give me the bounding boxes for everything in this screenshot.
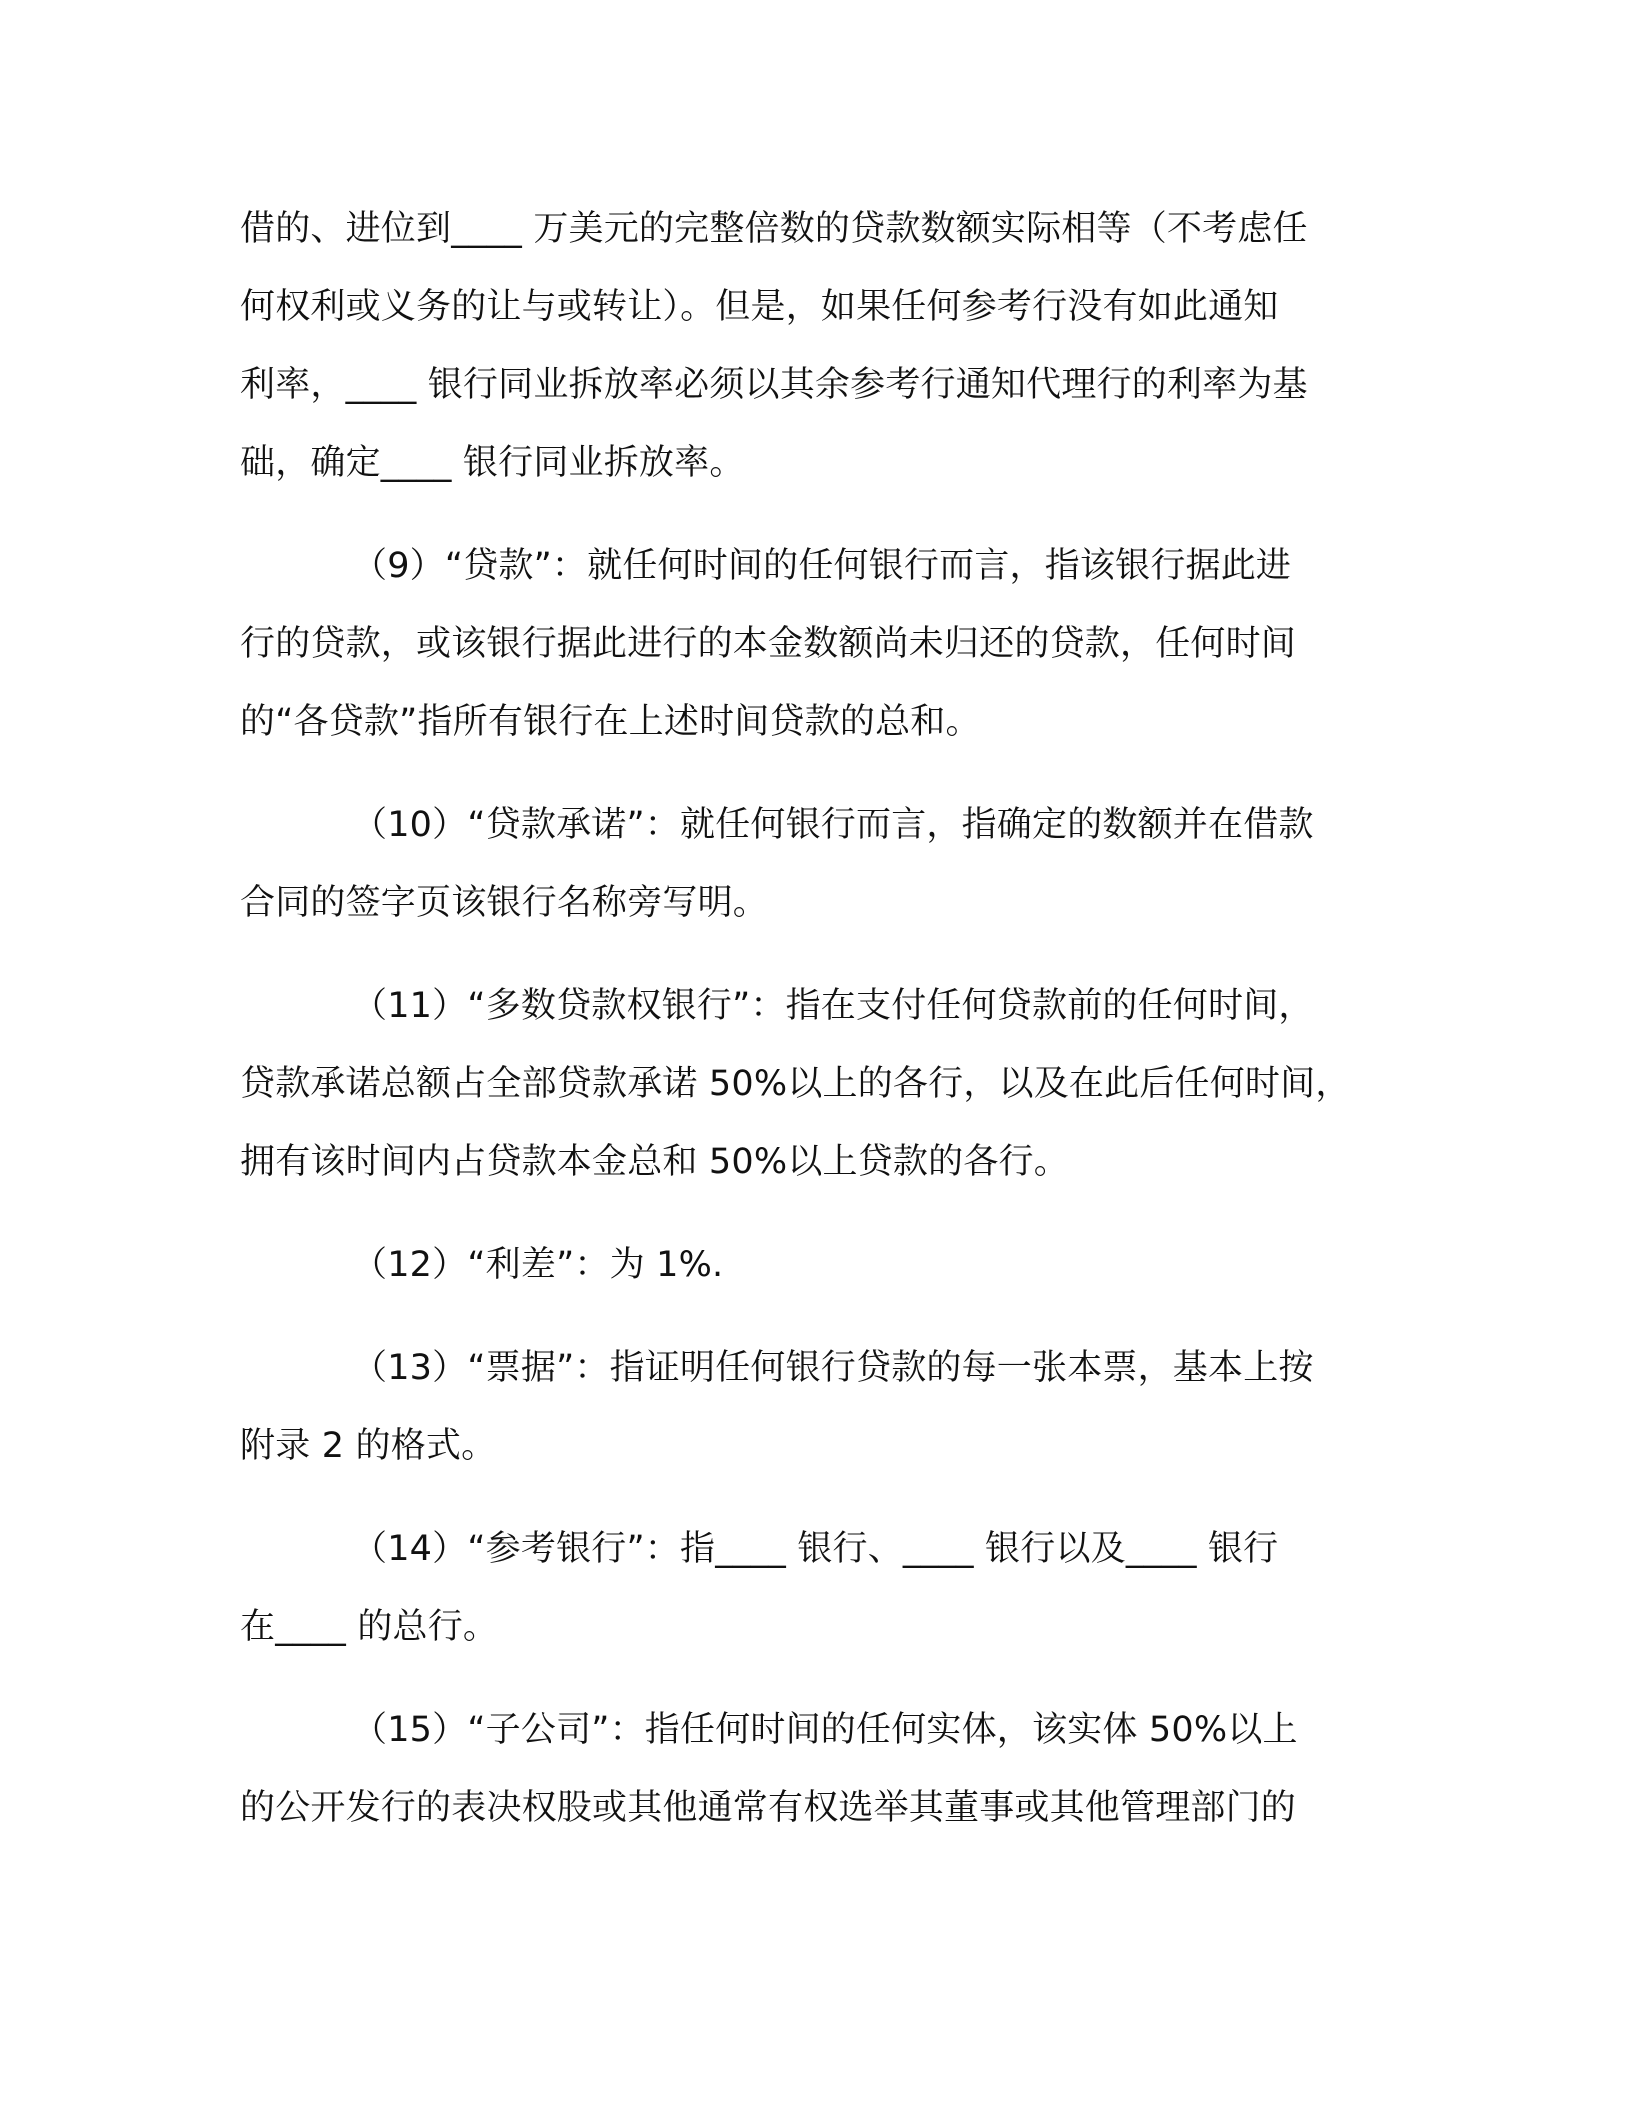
clause-heading-line: （10）“贷款承诺”：就任何银行而言，指确定的数额并在借款 — [352, 805, 1314, 845]
clause-14 — [240, 1510, 1400, 1666]
paragraph-line: 借的、进位到____ 万美元的完整倍数的贷款数额实际相等（不考虑任 — [240, 209, 1308, 249]
clause-heading-line: （13）“票据”：指证明任何银行贷款的每一张本票，基本上按 — [352, 1348, 1314, 1388]
paragraph-line: 拥有该时间内占贷款本金总和 50%以上贷款的各行。 — [240, 1142, 1069, 1182]
clause-10 — [240, 786, 1400, 942]
paragraph-spacer — [240, 1304, 1400, 1329]
continuation-paragraph — [240, 190, 1400, 502]
paragraph-line: 行的贷款，或该银行据此进行的本金数额尚未归还的贷款，任何时间 — [240, 624, 1297, 664]
paragraph-spacer — [240, 761, 1400, 786]
clause-9 — [240, 527, 1400, 761]
document-body — [240, 190, 1400, 1847]
clause-12 — [240, 1226, 1400, 1304]
clause-heading-line: （12）“利差”：为 1%. — [352, 1245, 724, 1285]
paragraph-line: 利率，____ 银行同业拆放率必须以其余参考行通知代理行的利率为基 — [240, 365, 1308, 405]
paragraph-spacer — [240, 1485, 1400, 1510]
paragraph-line: 的公开发行的表决权股或其他通常有权选举其董事或其他管理部门的 — [240, 1788, 1297, 1828]
paragraph-spacer — [240, 1201, 1400, 1226]
paragraph-spacer — [240, 1666, 1400, 1691]
clause-heading-line: （15）“子公司”：指任何时间的任何实体，该实体 50%以上 — [352, 1710, 1298, 1750]
clause-11 — [240, 967, 1400, 1201]
clause-heading-line: （14）“参考银行”：指____ 银行、____ 银行以及____ 银行 — [352, 1529, 1279, 1569]
paragraph-spacer — [240, 502, 1400, 527]
paragraph-line: 础，确定____ 银行同业拆放率。 — [240, 443, 745, 483]
clause-heading-line: （11）“多数贷款权银行”：指在支付任何贷款前的任何时间， — [352, 986, 1314, 1026]
paragraph-line: 合同的签字页该银行名称旁写明。 — [240, 883, 769, 923]
paragraph-line: 贷款承诺总额占全部贷款承诺 50%以上的各行，以及在此后任何时间， — [240, 1064, 1351, 1104]
paragraph-line: 何权利或义务的让与或转让）。但是，如果任何参考行没有如此通知 — [240, 287, 1279, 327]
paragraph-line: 在____ 的总行。 — [240, 1607, 499, 1647]
paragraph-line: 的“各贷款”指所有银行在上述时间贷款的总和。 — [240, 702, 981, 742]
clause-heading-line: （9）“贷款”：就任何时间的任何银行而言，指该银行据此进 — [352, 546, 1292, 586]
clause-13 — [240, 1329, 1400, 1485]
paragraph-line: 附录 2 的格式。 — [240, 1426, 497, 1466]
paragraph-spacer — [240, 942, 1400, 967]
clause-15 — [240, 1691, 1400, 1847]
